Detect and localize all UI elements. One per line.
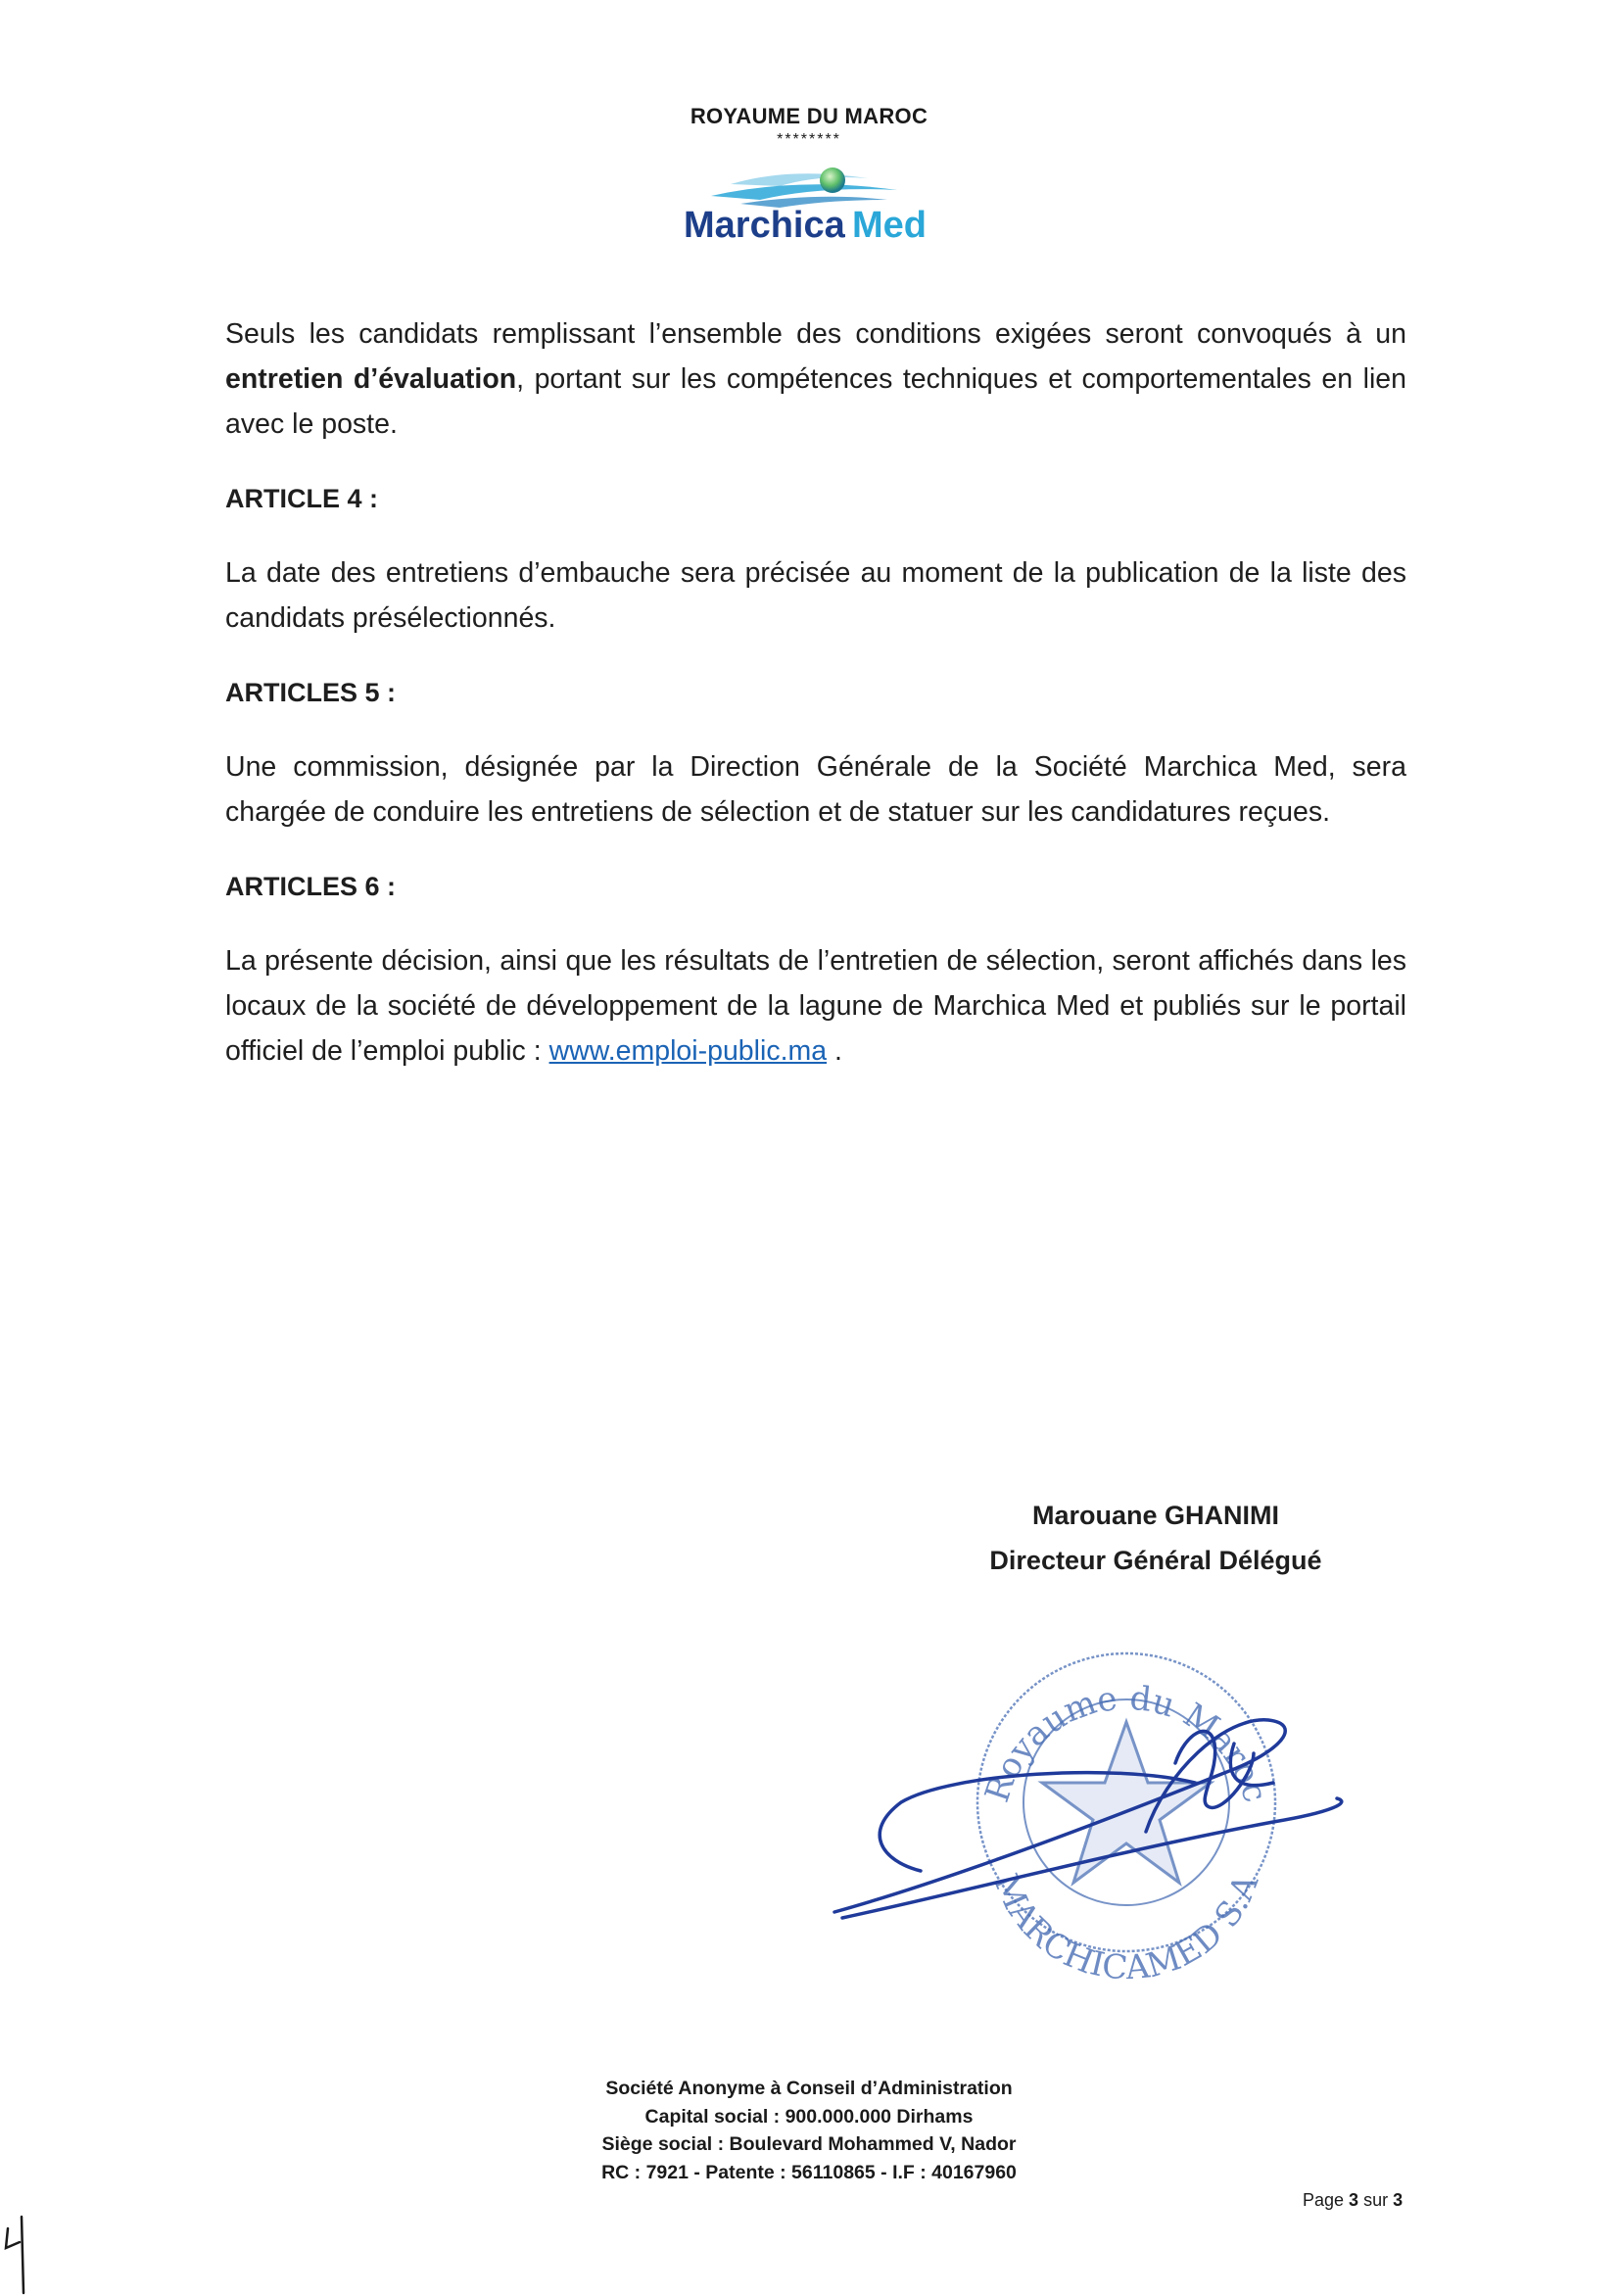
stars-separator: ******** <box>777 131 841 148</box>
seal-top-text: Royaume du Maroc <box>977 1678 1275 1807</box>
article-5-text: Une commission, désignée par la Direction Générale de la Société Marchica Med, sera chargée de conduire les entretiens de sélection et de statuer sur les candidatures reçues. <box>225 751 1406 828</box>
article-6-text-end: . <box>827 1035 842 1067</box>
emploi-public-link[interactable]: www.emploi-public.ma <box>548 1035 828 1067</box>
page-current: 3 <box>1349 2190 1359 2210</box>
letterhead <box>0 104 1618 149</box>
article-4-text: La date des entretiens d’embauche sera précisée au moment de la publication de la liste des candidats présélectionnés. <box>225 557 1406 634</box>
footer-line-2: Capital social : 900.000.000 Dirhams <box>644 2105 974 2128</box>
intro-text-end: , portant sur les compétences techniques et comportementales en lien avec le poste. <box>225 363 1407 440</box>
intro-text-bold: entretien d’évaluation <box>225 363 517 395</box>
page-total: 3 <box>1393 2190 1404 2210</box>
svg-text:Med: Med <box>852 205 927 245</box>
signatory-title: Directeur Général Délégué <box>989 1546 1322 1575</box>
intro-paragraph <box>225 311 1406 447</box>
kingdom-heading: ROYAUME DU MAROC <box>690 104 928 128</box>
seal-bottom-text: MARCHICAMED S.A <box>985 1868 1267 1979</box>
footer-line-3: Siège social : Boulevard Mohammed V, Nador <box>601 2133 1017 2155</box>
page-separator: sur <box>1358 2190 1394 2210</box>
article-4-title: ARTICLE 4 : <box>225 484 379 513</box>
handwritten-initial <box>0 2209 39 2296</box>
signatory-name: Marouane GHANIMI <box>1031 1501 1280 1530</box>
document-body <box>225 311 1406 1074</box>
official-seal-and-signature <box>823 1626 1371 1979</box>
page-number <box>1303 2190 1403 2211</box>
svg-text:Marchica: Marchica <box>684 205 845 245</box>
footer-line-1: Société Anonyme à Conseil d’Administration <box>605 2078 1013 2099</box>
article-6-title: ARTICLES 6 : <box>225 872 397 901</box>
footer-line-4: RC : 7921 - Patente : 56110865 - I.F : 40167960 <box>601 2161 1017 2183</box>
article-6-text <box>225 938 1406 1074</box>
article-6-text-body: La présente décision, ainsi que les résultats de l’entretien de sélection, seront affichés dans les locaux de la société de développement de la lagune de Marchica Med et publiés sur le portail officiel de l’emploi public : <box>225 945 1406 1067</box>
article-5-title: ARTICLES 5 : <box>225 678 397 707</box>
page-label: Page <box>1303 2190 1350 2210</box>
intro-text-start: Seuls les candidats remplissant l’ensemble des conditions exigées seront convoqués à un <box>225 318 1406 350</box>
company-footer <box>0 2075 1618 2186</box>
signature-block <box>940 1493 1371 1583</box>
marchicamed-logo <box>672 157 956 245</box>
svg-text:MARCHICAMED S.A <box>985 1868 1266 1979</box>
